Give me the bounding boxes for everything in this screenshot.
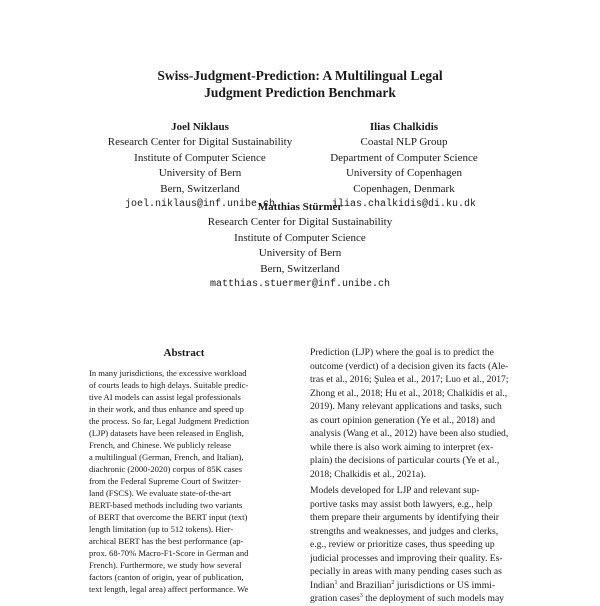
abstract-line: of courts leads to high delays. Suitable predic- bbox=[89, 380, 249, 390]
abstract-line: length limitation (up to 512 tokens). Hier- bbox=[89, 524, 234, 534]
body-line: plain) the decisions of particular courts (Ye et al., bbox=[310, 455, 500, 466]
body-line: them prepare their arguments by identifying their bbox=[310, 512, 499, 523]
abstract-line: diachronic (2000-2020) corpus of 85K cases bbox=[89, 464, 242, 474]
abstract-line: In many jurisdictions, the excessive workload bbox=[89, 368, 247, 378]
abstract-line: BERT-based methods including two variants bbox=[89, 500, 243, 510]
body-line: 2019). Many relevant applications and tasks, such bbox=[310, 401, 502, 412]
abstract-line: in their work, and thus enhance and speed up bbox=[89, 404, 244, 414]
author-affiliation-line: Coastal NLP Group bbox=[360, 136, 448, 149]
footnote-marker[interactable]: 2 bbox=[391, 579, 395, 586]
abstract-line: land (FSCS). We evaluate state-of-the-art bbox=[89, 488, 232, 498]
body-line: Prediction (LJP) where the goal is to predict the bbox=[310, 347, 494, 358]
body-line: pecially in areas with many pending cases such as bbox=[310, 566, 502, 577]
author-affiliation-line: Institute of Computer Science bbox=[134, 151, 266, 164]
footnote-marker[interactable]: 1 bbox=[334, 579, 338, 586]
abstract-line: the process. So far, Legal Judgment Prediction bbox=[89, 416, 250, 426]
author-affiliation-line: Department of Computer Science bbox=[330, 151, 478, 164]
title-line-1: Swiss-Judgment-Prediction: A Multilingual Legal bbox=[157, 68, 443, 83]
body-text: the deployment of such models may bbox=[362, 593, 505, 604]
body-line: strengths and weaknesses, and judges and clerks, bbox=[310, 525, 499, 537]
author-name: Ilias Chalkidis bbox=[369, 121, 439, 133]
abstract-line: (LJP) datasets have been released in English, bbox=[89, 428, 244, 438]
body-line: Zhong et al., 2018; Hu et al., 2018; Chalkidis et al., bbox=[310, 387, 508, 399]
author-block-chalkidis bbox=[300, 120, 508, 212]
footnote-marker[interactable]: 3 bbox=[359, 592, 363, 599]
author-email[interactable]: matthias.stuermer@inf.unibe.ch bbox=[209, 279, 391, 291]
author-affiliation-line: Copenhagen, Denmark bbox=[353, 182, 455, 195]
author-email[interactable]: ilias.chalkidis@di.ku.dk bbox=[331, 199, 477, 211]
body-line: e.g., review or prioritize cases, thus speeding up bbox=[310, 539, 495, 550]
body-line: portive tasks may assist both lawyers, e.g., help bbox=[310, 498, 493, 510]
abstract-line: of BERT that overcome the BERT input (text) bbox=[89, 512, 248, 522]
body-line: 2018; Chalkidis et al., 2021a). bbox=[310, 468, 426, 480]
body-text: and Brazilian bbox=[337, 579, 392, 591]
author-affiliation-line: Bern, Switzerland bbox=[260, 262, 340, 275]
author-name: Joel Niklaus bbox=[171, 121, 229, 133]
author-affiliation-line: Research Center for Digital Sustainability bbox=[207, 216, 393, 229]
title-line-2: Judgment Prediction Benchmark bbox=[204, 85, 396, 100]
abstract-line: factors (canton of origin, year of publication, bbox=[89, 572, 244, 582]
author-block-niklaus bbox=[80, 120, 320, 212]
author-name: Matthias Stürmer bbox=[257, 201, 343, 213]
abstract-line: French, and Chinese. We publicly release bbox=[89, 440, 232, 450]
abstract-line: text length, legal area) affect performance. We bbox=[89, 584, 249, 594]
paper-title bbox=[0, 67, 600, 101]
body-line: tras et al., 2016; Şulea et al., 2017; Luo et al., 2017; bbox=[310, 374, 509, 385]
author-affiliation-line: University of Copenhagen bbox=[345, 167, 463, 180]
body-line-cut bbox=[310, 592, 535, 606]
author-affiliation-line: Research Center for Digital Sustainability bbox=[107, 136, 293, 149]
body-line-footnotes bbox=[310, 579, 535, 593]
author-email[interactable]: joel.niklaus@inf.unibe.ch bbox=[124, 199, 276, 211]
body-line: judicial processes and improving their quality. Es- bbox=[310, 552, 503, 564]
abstract-heading: Abstract bbox=[163, 347, 205, 359]
abstract-line: a multilingual (German, French, and Italian), bbox=[89, 452, 244, 462]
body-text: Indian bbox=[310, 579, 335, 591]
abstract-line: prox. 68-70% Macro-F1-Score in German and bbox=[89, 548, 249, 558]
abstract-line: archical BERT has the best performance (ap- bbox=[89, 536, 244, 546]
body-text: jurisdictions or US immi- bbox=[394, 579, 496, 591]
author-affiliation-line: Institute of Computer Science bbox=[234, 231, 366, 244]
abstract-line: from the Federal Supreme Court of Switzer- bbox=[89, 476, 242, 486]
body-line: outcome (verdict) of a decision given its facts (Ale- bbox=[310, 360, 509, 372]
abstract-line: French). Furthermore, we study how several bbox=[89, 560, 242, 570]
abstract-line: tive AI models can assist legal professionals bbox=[89, 392, 241, 402]
body-line: while there is also work aiming to interpret (ex- bbox=[310, 441, 494, 453]
body-line: Models developed for LJP and relevant sup- bbox=[310, 485, 480, 496]
body-line: as court opinion generation (Ye et al., 2018) and bbox=[310, 414, 495, 426]
author-affiliation-line: University of Bern bbox=[258, 247, 342, 260]
author-affiliation-line: Bern, Switzerland bbox=[160, 182, 240, 195]
body-text: gration cases bbox=[310, 593, 360, 604]
author-block-stuermer bbox=[180, 200, 420, 292]
author-affiliation-line: University of Bern bbox=[158, 167, 242, 180]
body-line: analysis (Wang et al., 2012) have been also studied, bbox=[310, 428, 509, 439]
